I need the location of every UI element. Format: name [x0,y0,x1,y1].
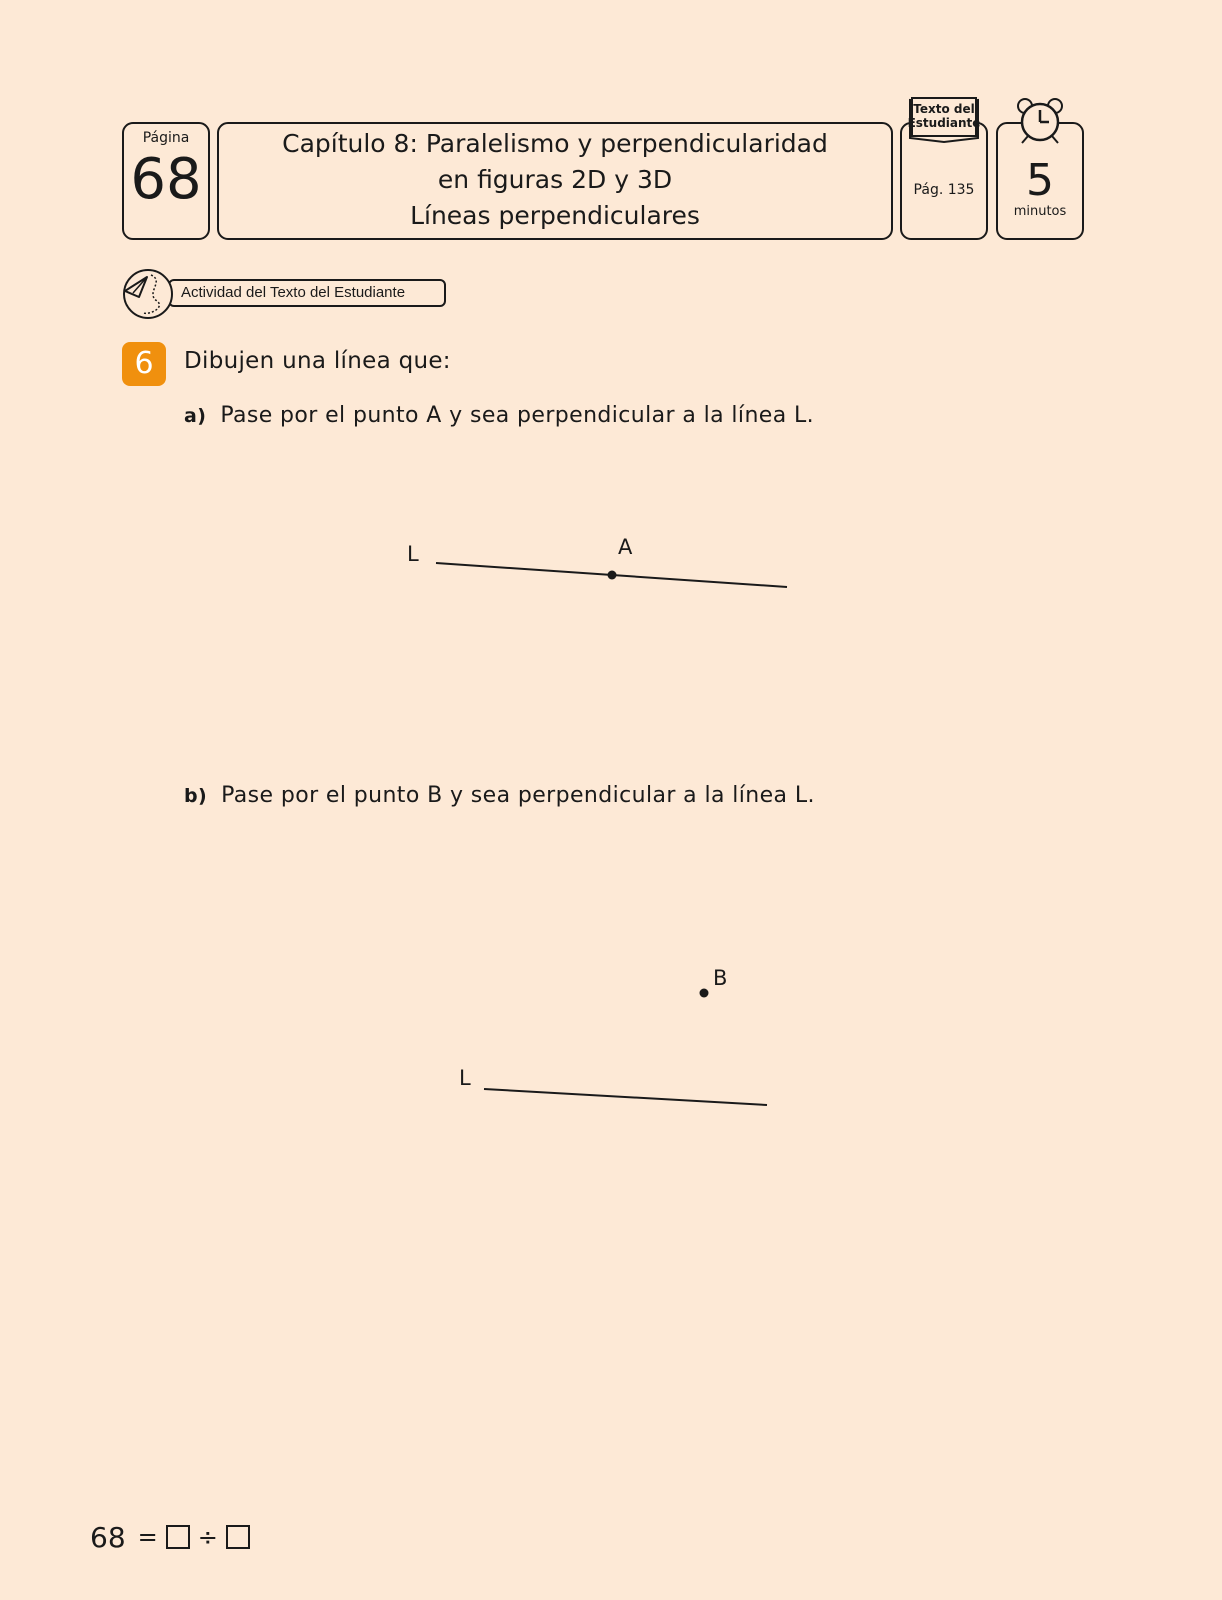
line-l-b-label: L [459,1066,471,1090]
part-a-marker: a) [184,405,207,427]
point-b-label: B [713,966,728,990]
point-b [700,989,709,998]
chapter-title-line-2: en figuras 2D y 3D [437,165,673,194]
chapter-title-line-3: Líneas perpendiculares [410,201,700,230]
blank-box-1 [166,1525,190,1549]
point-a-label: A [618,535,633,559]
point-a [608,571,617,580]
chapter-title-line-1: Capítulo 8: Paralelismo y perpendicularidad [282,129,828,158]
line-l-a-label: L [407,542,419,566]
textbook-page-reference: Pág. 135 [913,182,975,198]
part-b-text: Pase por el punto B y sea perpendicular a la línea L. [221,783,815,808]
part-b-marker: b) [184,785,208,807]
footer-equation [90,1519,250,1555]
footer-page-number: 68 [90,1520,126,1554]
page-label: Página [142,130,190,146]
question-number-badge: 6 [122,342,166,386]
book-icon-text-2: Estudiante [907,116,981,130]
question-prompt: Dibujen una línea que: [184,348,451,374]
activity-tag: Actividad del Texto del Estudiante [168,279,446,307]
page-number: 68 [130,147,202,212]
line-l-b [484,1089,767,1105]
time-unit: minutos [1013,204,1067,219]
time-value: 5 [1026,155,1054,206]
part-a-text: Pase por el punto A y sea perpendicular a la línea L. [220,403,815,428]
book-icon-text-1: Texto del [913,102,975,116]
footer-division-sign: ÷ [197,1523,218,1551]
blank-box-2 [226,1525,250,1549]
footer-equals: = [137,1523,158,1551]
